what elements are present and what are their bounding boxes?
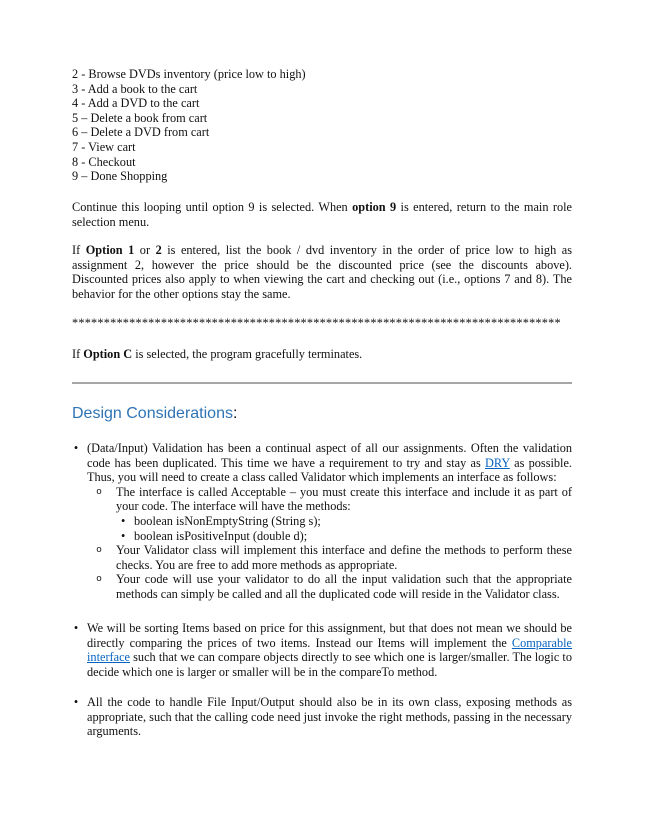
- loop-instructions-paragraph: Continue this looping until option 9 is selected. When option 9 is entered, return to the main role selection menu.: [72, 200, 572, 229]
- comparable-interface-link[interactable]: Comparable interface: [87, 635, 572, 665]
- menu-option-8: 8 - Checkout: [72, 154, 136, 169]
- bullet-dot-icon: •: [73, 695, 79, 709]
- menu-option-4: 4 - Add a DVD to the cart: [72, 96, 200, 111]
- menu-option-5: 5 – Delete a book from cart: [72, 110, 208, 125]
- menu-option-9: 9 – Done Shopping: [72, 169, 168, 184]
- menu-option-2: 2 - Browse DVDs inventory (price low to high): [72, 67, 306, 81]
- section-heading: Design Considerations:: [72, 405, 238, 422]
- option-1-2-paragraph: If Option 1 or 2 is entered, list the book / dvd inventory in the order of price low to high as assignment 2, however the price should be the discounted price (see the discounts above). Discounted prices also apply to when viewing the cart and checking out (i.e., options 7 and 8). The behavior for the other options stay the same.: [72, 243, 572, 301]
- menu-option-3: 3 - Add a book to the cart: [72, 81, 198, 96]
- bullet-sorting: [73, 621, 572, 679]
- bullet-sorting-text: We will be sorting Items based on price for this assignment, but that does not mean we should be directly comparing the prices of two items. Instead our Items will implement the Comparable interface such that we can compare objects directly to see which one is larger/smaller. The logic to decide which one is larger or smaller will be in the compareTo method.: [87, 621, 572, 679]
- sub-bullet-circle-icon: o: [96, 574, 102, 585]
- option-c-paragraph: If Option C is selected, the program gracefully terminates.: [72, 347, 363, 361]
- sub-bullet-circle-icon: o: [96, 545, 102, 556]
- sub-item-use-validator: o Your code will use your validator to do all the input validation such that the appropriate methods can simply be called and all the duplicated code will reside in the Validator class.: [116, 572, 572, 601]
- bullet-dot-icon: •: [121, 528, 126, 543]
- sub-item-validator-class: o Your Validator class will implement this interface and define the methods to perform these checks. You are free to add more methods as appropriate.: [116, 543, 572, 572]
- bullet-dot-icon: •: [73, 621, 79, 635]
- horizontal-divider: [72, 382, 572, 384]
- sub-bullet-circle-icon: o: [96, 486, 102, 497]
- bullet-dot-icon: •: [121, 513, 126, 528]
- sub-item-interface: o The interface is called Acceptable – you must create this interface and include it as part of your code. The interface will have the methods: • boolean isNonEmptyString (String s); • boolean isPositiveInput (double d);: [116, 485, 572, 543]
- method-item: • boolean isNonEmptyString (String s);: [121, 513, 321, 528]
- bullet-validation-text: (Data/Input) Validation has been a continual aspect of all our assignments. Often the validation code has been duplicated. This time we have a requirement to try and stay as DRY as possible. Thus, you will need to create a class called Validator which implements an interface as follows:: [87, 441, 572, 485]
- menu-options-list: [72, 67, 572, 184]
- bullet-dot-icon: •: [73, 441, 79, 455]
- menu-option-6: 6 – Delete a DVD from cart: [72, 125, 210, 140]
- bullet-file-io: [73, 695, 572, 739]
- menu-option-7: 7 - View cart: [72, 139, 136, 154]
- asterisk-separator: *****************************************************************************: [72, 316, 561, 330]
- bullet-file-io-text: All the code to handle File Input/Output should also be in its own class, exposing methods as appropriate, such that the calling code need just invoke the right methods, passing in the necessary arguments.: [87, 695, 572, 739]
- method-item: • boolean isPositiveInput (double d);: [121, 528, 308, 543]
- bullet-validation: [73, 441, 572, 602]
- dry-link[interactable]: DRY: [485, 455, 510, 470]
